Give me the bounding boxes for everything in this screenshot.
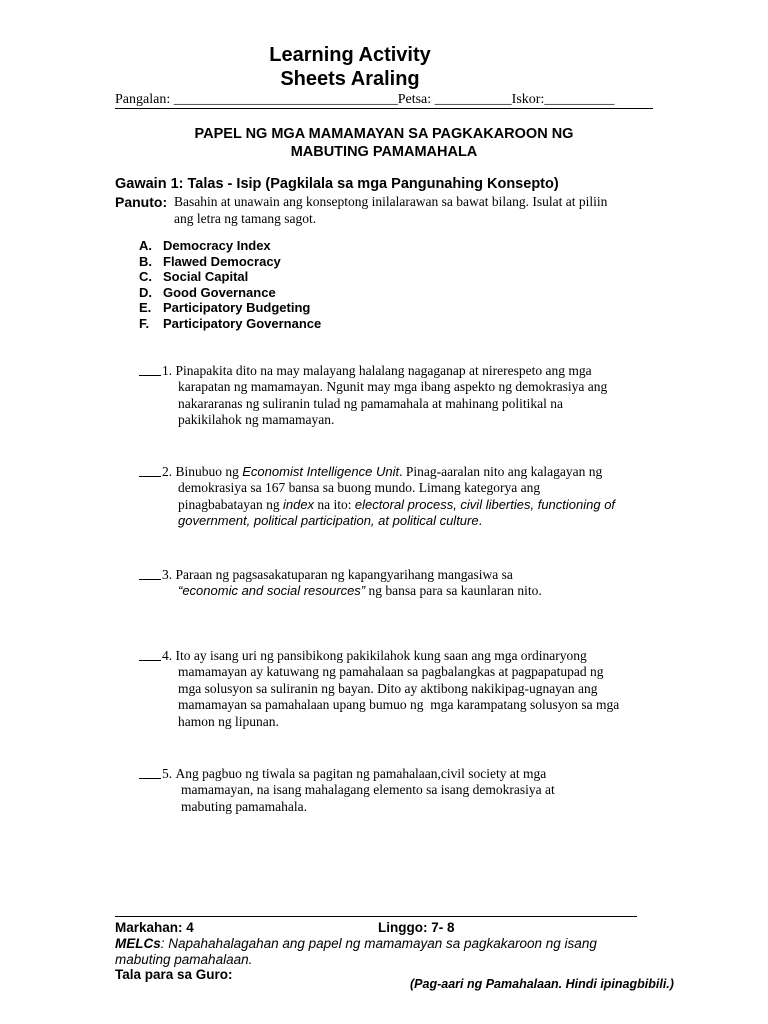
question-italic-text: government, political participation, at political culture (178, 513, 479, 529)
choice-item (139, 300, 321, 316)
question-italic-text: index (282, 496, 315, 512)
question-text: pinagbabatayan ng (178, 496, 280, 512)
footer-divider (115, 916, 637, 917)
answer-blank[interactable] (139, 363, 161, 376)
question-line (139, 583, 659, 599)
ownership-note: (Pag-aari ng Pamahalaan. Hindi ipinagbibili.) (410, 977, 674, 991)
choice-text: Flawed Democracy (163, 253, 281, 269)
choice-letter: B. (139, 253, 152, 269)
question-text: Ito ay isang uri ng pansibikong pakikilahok kung saan ang mga ordinaryong (175, 648, 587, 663)
panuto-label: Panuto: (115, 194, 168, 210)
choice-letter: C. (139, 269, 152, 284)
question-number: 2. (162, 464, 173, 479)
pangalan-label: Pangalan: (115, 92, 171, 107)
choice-letter: D. (139, 284, 152, 300)
choice-item (139, 285, 321, 301)
melcs-label: MELCs (115, 936, 161, 951)
question-number: 1. (162, 363, 173, 378)
answer-blank[interactable] (139, 567, 161, 580)
question-2 (139, 464, 659, 530)
question-text: nakararanas ng suliranin tulad ng pamamahala at mahinang politikal na (178, 395, 563, 411)
main-title-line2: MABUTING PAMAMAHALA (290, 144, 478, 160)
tala-para-sa-guro: Tala para sa Guro: (115, 967, 233, 982)
question-italic-text: “economic and social resources” (178, 583, 366, 599)
question-italic-text: Economist Intelligence Unit (242, 464, 400, 479)
choices-list (139, 238, 321, 331)
answer-blank[interactable] (139, 464, 161, 477)
question-4 (139, 648, 659, 730)
petsa-label: Petsa: (397, 92, 432, 107)
question-text: Ang pagbuo ng tiwala sa pagitan ng pamahalaan,civil society at mga (175, 766, 547, 781)
choice-item (139, 254, 321, 270)
question-number: 4. (162, 648, 173, 663)
choice-letter: F. (139, 315, 150, 331)
question-line (139, 513, 659, 529)
info-row (115, 92, 653, 108)
question-text: Paraan ng pagsasakatuparan ng kapangyarihang mangasiwa sa (175, 567, 513, 582)
linggo-label: Linggo: 7- 8 (378, 920, 455, 935)
choice-text: Social Capital (163, 269, 249, 284)
answer-blank[interactable] (139, 766, 161, 779)
question-number: 3. (162, 567, 173, 582)
gawain-title: Gawain 1: Talas - Isip (Pagkilala sa mga Pangunahing Konsepto) (115, 176, 559, 192)
markahan-label: Markahan: 4 (115, 920, 194, 935)
question-text: . Pinag-aaralan nito ang kalagayan ng (399, 464, 603, 479)
melcs-block (115, 936, 675, 967)
question-text: na ito: (317, 496, 352, 512)
panuto-line2: ang letra ng tamang sagot. (174, 210, 317, 226)
choice-item (139, 238, 321, 254)
question-text: karapatan ng mamamayan. Ngunit may mga ibang aspekto ng demokrasiya ang (178, 379, 608, 395)
choice-text: Participatory Governance (163, 315, 322, 331)
question-3 (139, 567, 659, 600)
question-1 (139, 363, 659, 429)
sheet-title-line1: Learning Activity (269, 44, 431, 66)
question-italic-text: electoral process, civil liberties, functioning of (354, 496, 616, 512)
question-text: mamamayan, na isang mahalagang elemento sa isang demokrasiya at (181, 782, 555, 798)
pangalan-blank[interactable]: ________________________________ (173, 92, 398, 107)
question-text: hamon ng lipunan. (178, 713, 279, 729)
question-text: Pinapakita dito na may malayang halalang nagaganap at nirerespeto ang mga (175, 363, 592, 378)
header-divider (115, 108, 653, 109)
question-text: mabuting pamamahala. (181, 798, 307, 814)
question-text: ng bansa para sa kaunlaran nito. (365, 583, 542, 599)
choice-text: Democracy Index (163, 238, 271, 253)
sheet-title-line2: Sheets Araling (280, 68, 420, 90)
choice-item (139, 269, 321, 285)
choice-text: Participatory Budgeting (163, 300, 311, 315)
choice-letter: E. (139, 300, 152, 315)
question-text: mamamayan sa pamahalaan upang bumuo ng mga karampatang solusyon sa mga (178, 697, 620, 713)
panuto-line1: Basahin at unawain ang konseptong inilalarawan sa bawat bilang. Isulat at piliin (174, 194, 608, 209)
question-number: 5. (162, 766, 173, 781)
question-text: mga solusyon sa suliranin ng bayan. Dito ay aktibong nakikipag-ugnayan ang (178, 680, 598, 696)
answer-blank[interactable] (139, 648, 161, 661)
question-text: mamamayan ay katuwang ng pamahalaan sa pagbalangkas at pagpapatupad ng (178, 664, 604, 680)
iskor-label: Iskor: (511, 92, 545, 107)
melcs-text-line2: mabuting pamahalaan. (115, 951, 253, 967)
question-text: Binubuo ng (175, 464, 239, 479)
iskor-blank[interactable]: __________ (544, 92, 615, 107)
melcs-text: : Napahahalagahan ang papel ng mamamayan sa pagkakaroon ng isang (160, 936, 597, 951)
panuto-text (174, 194, 654, 227)
question-text: pakikilahok ng mamamayan. (178, 412, 335, 428)
main-title-line1: PAPEL NG MGA MAMAMAYAN SA PAGKAKAROON NG (194, 126, 574, 142)
choice-text: Good Governance (163, 284, 276, 300)
petsa-blank[interactable]: ___________ (434, 92, 512, 107)
choice-item (139, 316, 321, 332)
question-5 (139, 766, 659, 815)
choice-letter: A. (139, 238, 152, 253)
question-text: demokrasiya sa 167 bansa sa buong mundo. Limang kategorya ang (178, 480, 541, 496)
question-text: . (478, 513, 482, 529)
question-line (139, 497, 659, 513)
